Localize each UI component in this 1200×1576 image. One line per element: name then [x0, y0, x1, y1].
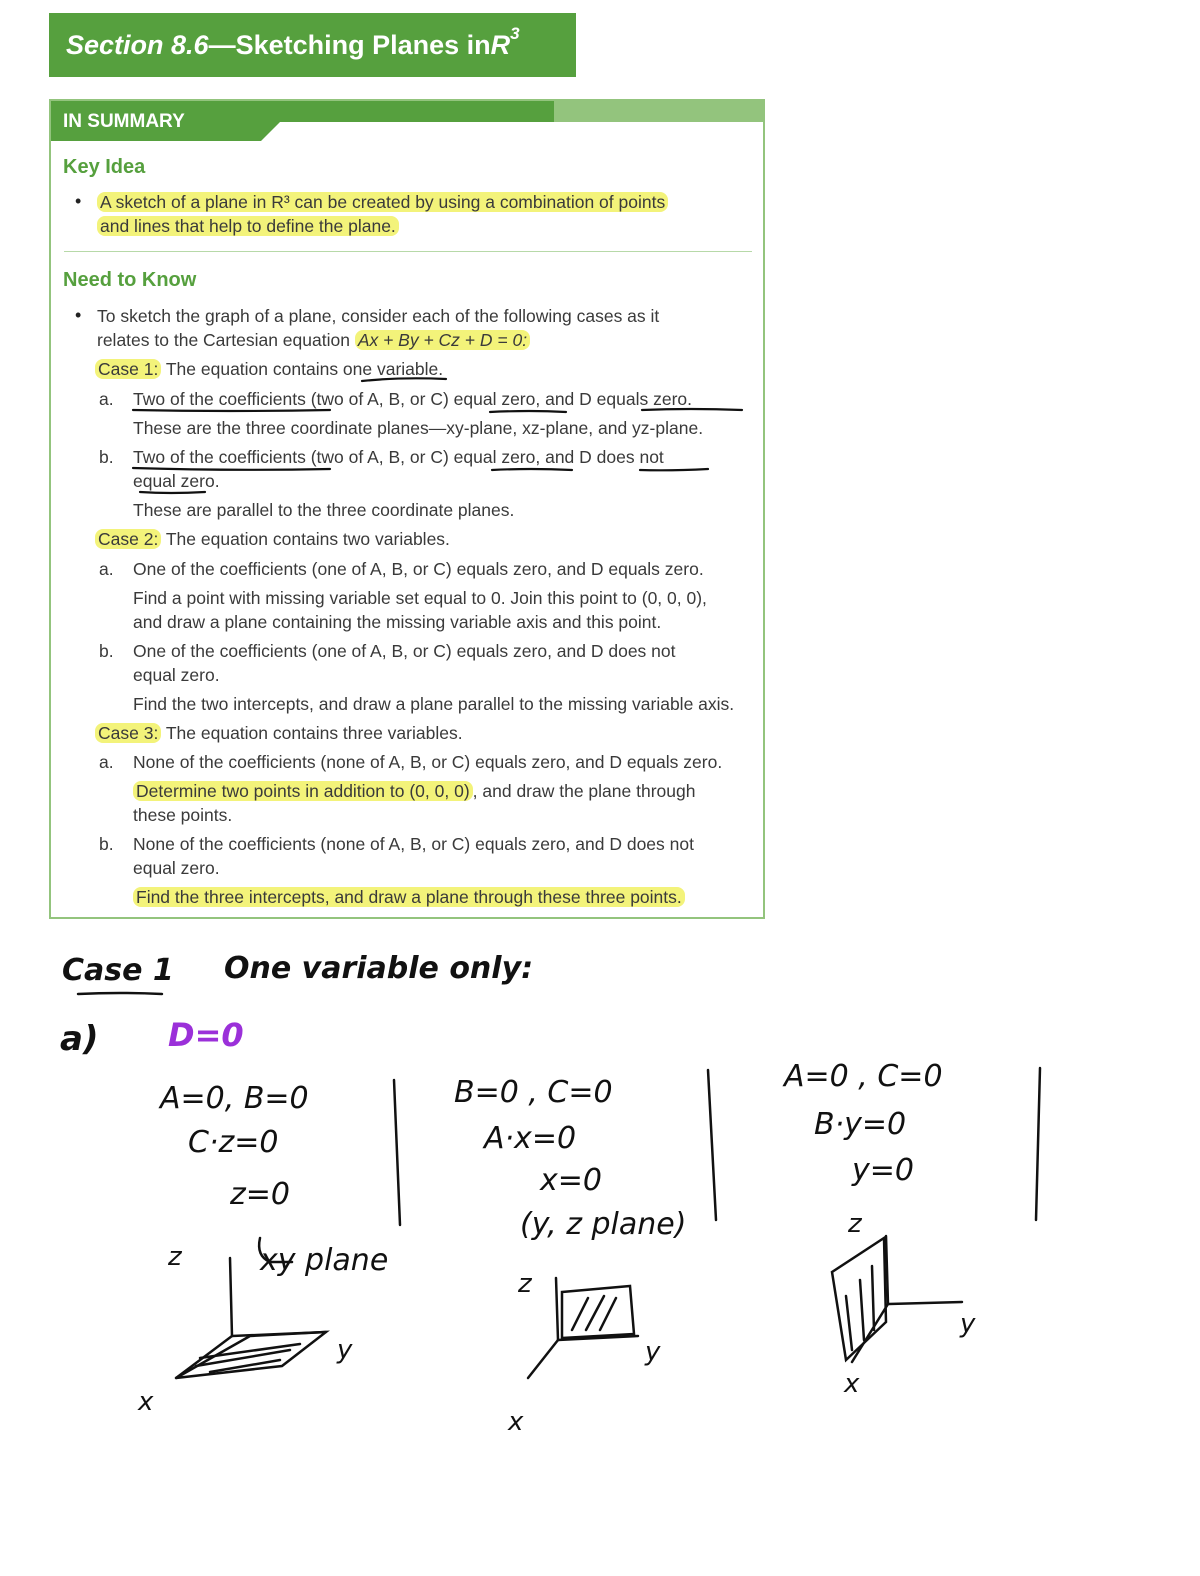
- case1-title: Case 1: The equation contains one variable.: [95, 359, 443, 380]
- axis-y-label: y: [337, 1335, 353, 1365]
- col1-line3: z=0: [230, 1177, 290, 1212]
- key-idea-heading: Key Idea: [63, 156, 146, 178]
- underline-one-variable: [362, 378, 446, 381]
- case3-title: Case 3: The equation contains three variables.: [95, 723, 463, 744]
- bullet-dot: •: [75, 305, 82, 325]
- space-exponent: 3: [510, 24, 520, 43]
- col1-line1: A=0, B=0: [160, 1081, 309, 1116]
- column-divider: [1036, 1068, 1040, 1220]
- col3-line1: A=0 , C=0: [784, 1059, 943, 1094]
- key-idea-line1: A sketch of a plane in R³ can be created by using a combination of points: [97, 192, 668, 213]
- case2-b-line2: equal zero.: [133, 665, 220, 685]
- key-idea-line2: and lines that help to define the plane.: [97, 216, 399, 237]
- cartesian-equation: Ax + By + Cz + D = 0:: [355, 330, 530, 350]
- col2-line4: (y, z plane): [520, 1207, 687, 1242]
- case3-a-marker: a.: [99, 752, 114, 772]
- col2-line2: A·x=0: [484, 1121, 577, 1156]
- case2-a-line2: Find a point with missing variable set equal to 0. Join this point to (0, 0, 0),: [133, 588, 707, 608]
- case1-b-line1: Two of the coefficients (two of A, B, or C) equal zero, and D does not: [133, 447, 664, 467]
- column-divider: [708, 1070, 716, 1220]
- yz-plane-sketch: [528, 1278, 638, 1378]
- case2-title: Case 2: The equation contains two variables.: [95, 529, 450, 550]
- col2-line1: B=0 , C=0: [454, 1075, 613, 1110]
- summary-label: IN SUMMARY: [63, 111, 185, 132]
- col1-line2: C·z=0: [188, 1125, 279, 1160]
- case1-b-marker: b.: [99, 447, 114, 467]
- heading-underline: [78, 993, 162, 994]
- case3-label: Case 3:: [95, 723, 161, 743]
- notes-heading: Case 1: [62, 953, 174, 988]
- col3-line2: B·y=0: [814, 1107, 907, 1142]
- section-number: Section 8.6: [66, 29, 209, 60]
- axis-z-label: z: [518, 1269, 532, 1299]
- part-label: a): [60, 1019, 99, 1059]
- case3-b-line1: None of the coefficients (none of A, B, or C) equals zero, and D does not: [133, 834, 694, 854]
- axis-x-label: x: [844, 1369, 860, 1399]
- col1-line4: xy plane: [260, 1243, 389, 1278]
- axis-z-label: z: [168, 1242, 182, 1272]
- axis-y-label: y: [645, 1337, 661, 1367]
- case3-a-line1: None of the coefficients (none of A, B, or C) equals zero, and D equals zero.: [133, 752, 723, 772]
- intro-line2: relates to the Cartesian equation Ax + By + Cz + D = 0:: [97, 330, 530, 351]
- axis-x-label: x: [138, 1387, 154, 1417]
- axis-y-label: y: [960, 1309, 976, 1339]
- notes-heading2: One variable only:: [224, 951, 534, 986]
- section-name: —Sketching Planes in: [208, 29, 491, 60]
- xz-plane-sketch: [832, 1236, 962, 1362]
- case1-a-line2: These are the three coordinate planes—xy-plane, xz-plane, and yz-plane.: [133, 418, 704, 438]
- case3-b-line2: equal zero.: [133, 858, 220, 878]
- case1-b-line2: equal zero.: [133, 471, 220, 491]
- case1-label: Case 1:: [95, 359, 161, 379]
- case1-b-line3: These are parallel to the three coordinate planes.: [133, 500, 515, 520]
- column-divider: [394, 1080, 400, 1225]
- condition-d-zero: D=0: [168, 1016, 244, 1054]
- need-to-know-heading: Need to Know: [63, 269, 197, 291]
- case2-a-marker: a.: [99, 559, 114, 579]
- space-symbol: R: [490, 29, 511, 60]
- col2-line3: x=0: [540, 1163, 602, 1198]
- case2-a-line3: and draw a plane containing the missing variable axis and this point.: [133, 612, 662, 632]
- col3-line3: y=0: [852, 1153, 914, 1188]
- handwritten-notes: [0, 920, 1200, 1576]
- case3-b-line3: Find the three intercepts, and draw a plane through these three points.: [133, 887, 685, 908]
- case3-b-marker: b.: [99, 834, 114, 854]
- bullet-dot: •: [75, 191, 82, 211]
- axis-z-label: z: [848, 1209, 862, 1239]
- case2-b-line3: Find the two intercepts, and draw a plane parallel to the missing variable axis.: [133, 694, 735, 714]
- case1-a-marker: a.: [99, 389, 114, 409]
- case2-b-marker: b.: [99, 641, 114, 661]
- case2-b-line1: One of the coefficients (one of A, B, or C) equals zero, and D does not: [133, 641, 676, 661]
- case2-a-line1: One of the coefficients (one of A, B, or C) equals zero, and D equals zero.: [133, 559, 704, 579]
- intro-line1: To sketch the graph of a plane, consider each of the following cases as it: [97, 306, 660, 326]
- case2-label: Case 2:: [95, 529, 161, 549]
- case3-a-line3: these points.: [133, 805, 233, 825]
- case1-a-line1: Two of the coefficients (two of A, B, or C) equal zero, and D equals zero.: [133, 389, 692, 409]
- axis-x-label: x: [508, 1407, 524, 1437]
- case3-a-line2: Determine two points in addition to (0, 0, 0) , and draw the plane through: [133, 781, 695, 802]
